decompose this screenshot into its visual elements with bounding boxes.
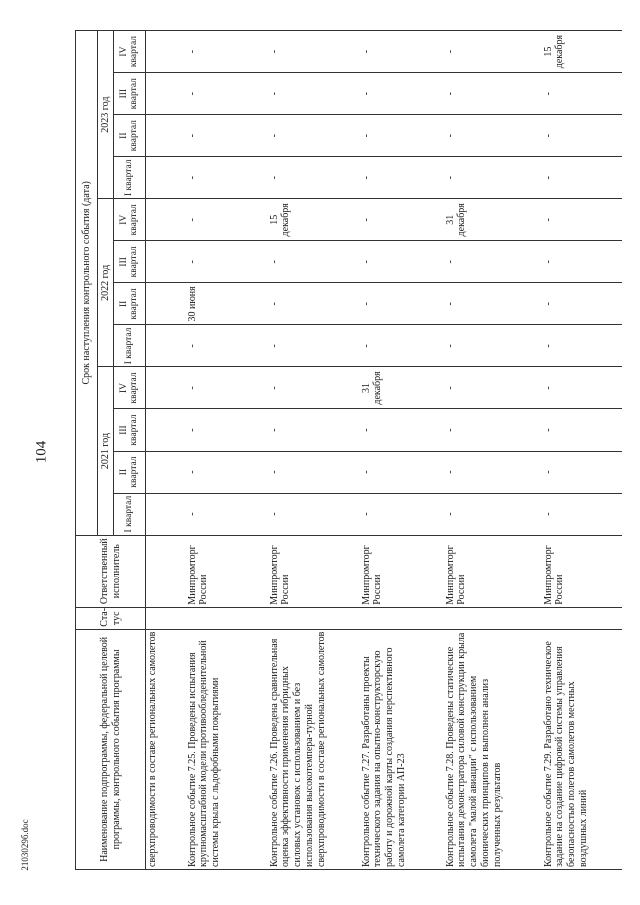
quarter-cell: 15 декабря [268,199,360,241]
event-name: Контрольное событие 7.27. Разработаны проекты технического задания на опытно-конструкторскую работу и дорожной карты создания перспективного самолета категории АП-23 [360,629,444,869]
quarter-cell: - [186,31,268,73]
event-name: Контрольное событие 7.29. Разработано техническое задание на создание цифровой системы управления безопасностью полетов самолетов местных воздушных линий [542,629,622,869]
table-row [444,31,542,870]
quarter-cell [146,409,186,451]
quarter-cell [146,451,186,493]
event-status [268,607,360,629]
quarter-cell: - [186,199,268,241]
quarter-cell: - [542,73,622,115]
quarter-cell: - [360,409,444,451]
quarter-cell: 30 июня [186,283,268,325]
event-name: Контрольное событие 7.28. Проведены статические испытания демонстратора силовой конструкции крыла самолета "малой авиации" с использованием бионических принципов и выполнен анализ полученных результатов [444,629,542,869]
quarter-cell: - [360,199,444,241]
quarter-cell: - [268,31,360,73]
quarter-cell [146,325,186,367]
header-quarter: II квартал [114,451,146,493]
table-row [360,31,444,870]
quarter-cell: - [444,241,542,283]
quarter-cell: - [542,157,622,199]
quarter-cell [146,157,186,199]
table-row [146,31,186,870]
quarter-cell: - [268,409,360,451]
event-responsible: Минпромторг России [542,535,622,607]
quarter-cell: - [360,493,444,535]
quarter-cell: - [186,157,268,199]
quarter-cell: - [186,493,268,535]
header-quarter: II квартал [114,115,146,157]
quarter-cell [146,199,186,241]
quarter-cell: - [360,283,444,325]
page-number: 104 [33,440,50,464]
header-quarter: IV квартал [114,31,146,73]
quarter-cell: - [268,367,360,409]
quarter-cell: 15 декабря [542,31,622,73]
quarter-cell: - [542,325,622,367]
header-quarter: III квартал [114,409,146,451]
header-quarter: II квартал [114,283,146,325]
quarter-cell: 31 декабря [444,199,542,241]
quarter-cell: - [268,115,360,157]
event-status [360,607,444,629]
quarter-cell [146,493,186,535]
quarter-cell: - [268,283,360,325]
table-body [146,31,622,870]
quarter-cell: - [444,157,542,199]
quarter-cell: - [542,115,622,157]
quarter-cell [146,73,186,115]
quarter-cell: - [360,241,444,283]
quarter-cell: - [542,493,622,535]
quarter-cell: - [360,325,444,367]
event-name: Контрольное событие 7.26. Проведена сравнительная оценка эффективности применения гибридных силовых установок с использованием и без использования высокотемпера-турной сверхпроводимости в составе региональных самолетов [268,629,360,869]
quarter-cell: - [186,73,268,115]
header-quarter: I квартал [114,493,146,535]
event-status [146,607,186,629]
table-row [186,31,268,870]
header-year-2023: 2023 год [98,31,114,199]
header-quarter: III квартал [114,241,146,283]
quarter-cell: - [444,283,542,325]
quarter-cell: - [542,241,622,283]
event-status [542,607,622,629]
quarter-cell: - [186,367,268,409]
quarter-cell: - [360,73,444,115]
event-responsible: Минпромторг России [444,535,542,607]
header-quarter: I квартал [114,325,146,367]
quarter-cell: - [542,409,622,451]
quarter-cell: - [444,493,542,535]
event-status [444,607,542,629]
file-code: 2103029б.doc [20,819,30,871]
table-row [542,31,622,870]
table-row [268,31,360,870]
quarter-cell: - [444,451,542,493]
quarter-cell: - [444,367,542,409]
quarter-cell: - [268,493,360,535]
quarter-cell [146,241,186,283]
quarter-cell: - [542,367,622,409]
header-deadline: Срок наступления контрольного события (дата) [76,31,98,536]
quarter-cell: - [360,31,444,73]
quarter-cell [146,367,186,409]
quarter-cell: - [268,157,360,199]
quarter-cell [146,115,186,157]
quarter-cell [146,31,186,73]
event-responsible: Минпромторг России [360,535,444,607]
quarter-cell: - [186,325,268,367]
quarter-cell [146,283,186,325]
quarter-cell: - [186,409,268,451]
event-status [186,607,268,629]
quarter-cell: - [542,199,622,241]
quarter-cell: - [444,409,542,451]
event-name: Контрольное событие 7.25. Проведены испытания крупномасштабной модели противообледенительной системы крыла с льдофобными покрытиями [186,629,268,869]
quarter-cell: - [444,115,542,157]
quarter-cell: - [444,73,542,115]
quarter-cell: - [186,241,268,283]
quarter-cell: - [360,157,444,199]
header-responsible: Ответственный исполнитель [76,535,146,607]
control-events-table [75,30,622,870]
quarter-cell: - [360,451,444,493]
header-quarter: IV квартал [114,367,146,409]
event-name: сверхпроводимости в составе региональных самолетов [146,629,186,869]
header-status: Ста-тус [76,607,146,629]
quarter-cell: - [268,241,360,283]
quarter-cell: - [444,325,542,367]
quarter-cell: - [268,451,360,493]
header-year-2022: 2022 год [98,199,114,367]
rotated-table-wrapper [75,30,635,870]
quarter-cell: - [186,115,268,157]
event-responsible: Минпромторг России [268,535,360,607]
quarter-cell: - [360,115,444,157]
quarter-cell: 31 декабря [360,367,444,409]
quarter-cell: - [444,31,542,73]
quarter-cell: - [268,73,360,115]
quarter-cell: - [542,451,622,493]
quarter-cell: - [186,451,268,493]
header-quarter: IV квартал [114,199,146,241]
header-quarter: III квартал [114,73,146,115]
event-responsible: Минпромторг России [186,535,268,607]
header-year-2021: 2021 год [98,367,114,535]
header-name: Наименование подпрограммы, федеральной целевой программы, контрольного события программы [76,629,146,869]
event-responsible [146,535,186,607]
header-quarter: I квартал [114,157,146,199]
quarter-cell: - [542,283,622,325]
quarter-cell: - [268,325,360,367]
